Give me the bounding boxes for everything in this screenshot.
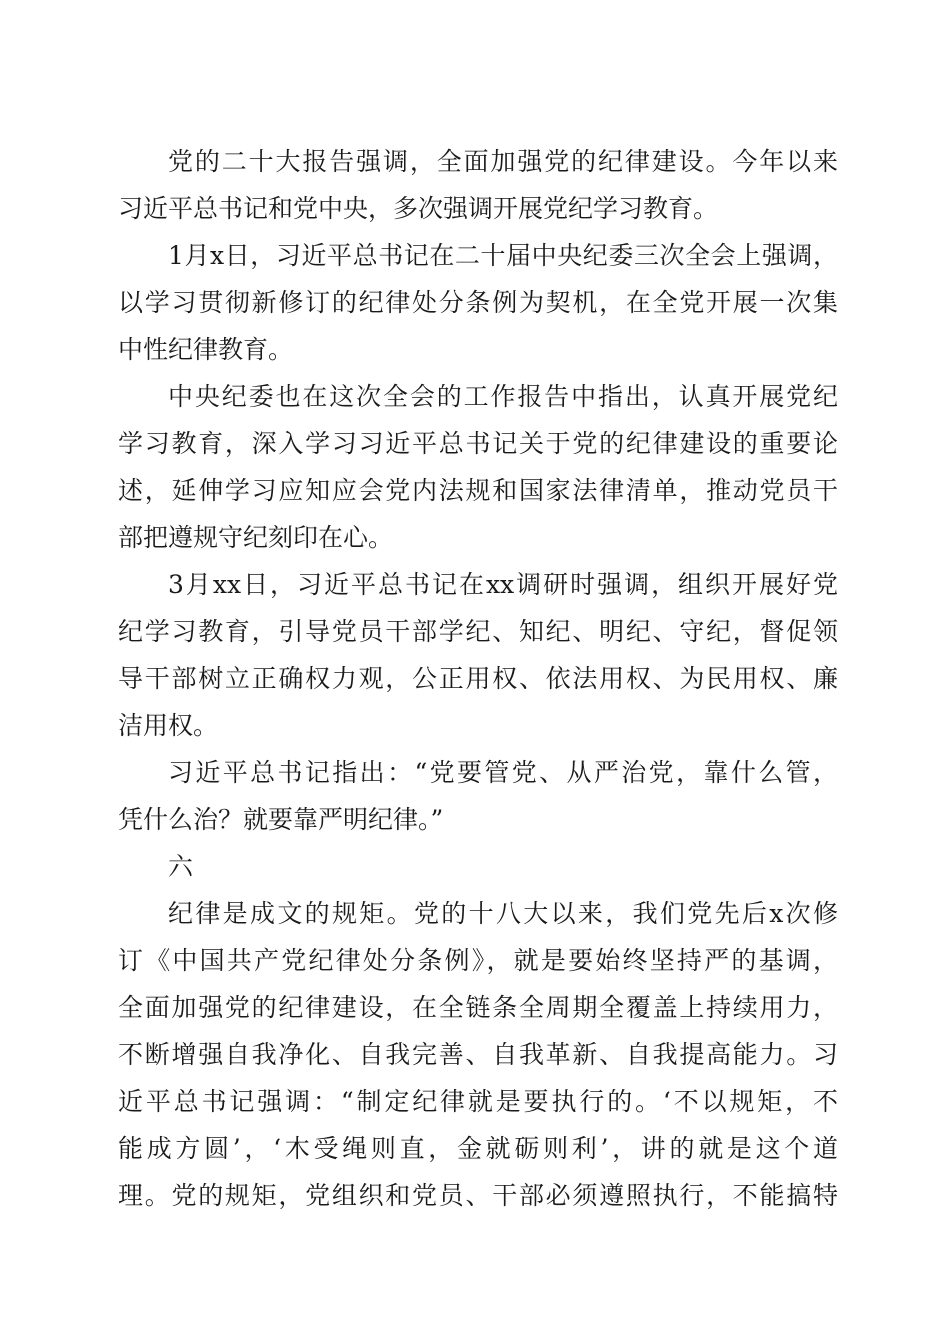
- paragraph-7-line-2: 订《中国共产党纪律处分条例》，就是要始终坚持严的基调，: [118, 946, 838, 975]
- paragraph-7-line-1: 纪律是成文的规矩。党的十八大以来，我们党先后x次修: [168, 899, 838, 928]
- paragraph-4-line-2: 纪学习教育，引导党员干部学纪、知纪、明纪、守纪，督促领: [118, 617, 838, 646]
- paragraph-7-line-4: 不断增强自我净化、自我完善、自我革新、自我提高能力。习: [118, 1040, 838, 1069]
- paragraph-2-line-3: 中性纪律教育。: [118, 335, 294, 364]
- paragraph-1-line-2: 习近平总书记和党中央，多次强调开展党纪学习教育。: [118, 194, 719, 223]
- section-heading: 六: [168, 852, 194, 881]
- paragraph-5-line-2: 凭什么治？就要靠严明纪律。”: [118, 805, 444, 834]
- paragraph-7-line-7: 理。党的规矩，党组织和党员、干部必须遵照执行，不能搞特: [118, 1181, 838, 1210]
- paragraph-4-line-3: 导干部树立正确权力观，公正用权、依法用权、为民用权、廉: [118, 664, 838, 693]
- paragraph-3-line-4: 部把遵规守纪刻印在心。: [118, 523, 394, 552]
- paragraph-7-line-6: 能成方圆’，‘木受绳则直，金就砺则利’，讲的就是这个道: [118, 1134, 838, 1163]
- paragraph-7-line-3: 全面加强党的纪律建设，在全链条全周期全覆盖上持续用力，: [118, 993, 838, 1022]
- paragraph-2-line-1: 1月x日，习近平总书记在二十届中央纪委三次全会上强调，: [168, 241, 838, 270]
- paragraph-2-line-2: 以学习贯彻新修订的纪律处分条例为契机，在全党开展一次集: [118, 288, 838, 317]
- paragraph-1-line-1: 党的二十大报告强调，全面加强党的纪律建设。今年以来: [168, 147, 838, 176]
- paragraph-7-line-5: 近平总书记强调：“制定纪律就是要执行的。‘不以规矩，不: [118, 1087, 838, 1116]
- paragraph-4-line-4: 洁用权。: [118, 711, 219, 740]
- paragraph-3-line-2: 学习教育，深入学习习近平总书记关于党的纪律建设的重要论: [118, 429, 838, 458]
- paragraph-4-line-1: 3月xx日，习近平总书记在xx调研时强调，组织开展好党: [168, 570, 838, 599]
- paragraph-5-line-1: 习近平总书记指出：“党要管党、从严治党，靠什么管，: [168, 758, 838, 787]
- paragraph-3-line-3: 述，延伸学习应知应会党内法规和国家法律清单，推动党员干: [118, 476, 838, 505]
- paragraph-3-line-1: 中央纪委也在这次全会的工作报告中指出，认真开展党纪: [168, 382, 838, 411]
